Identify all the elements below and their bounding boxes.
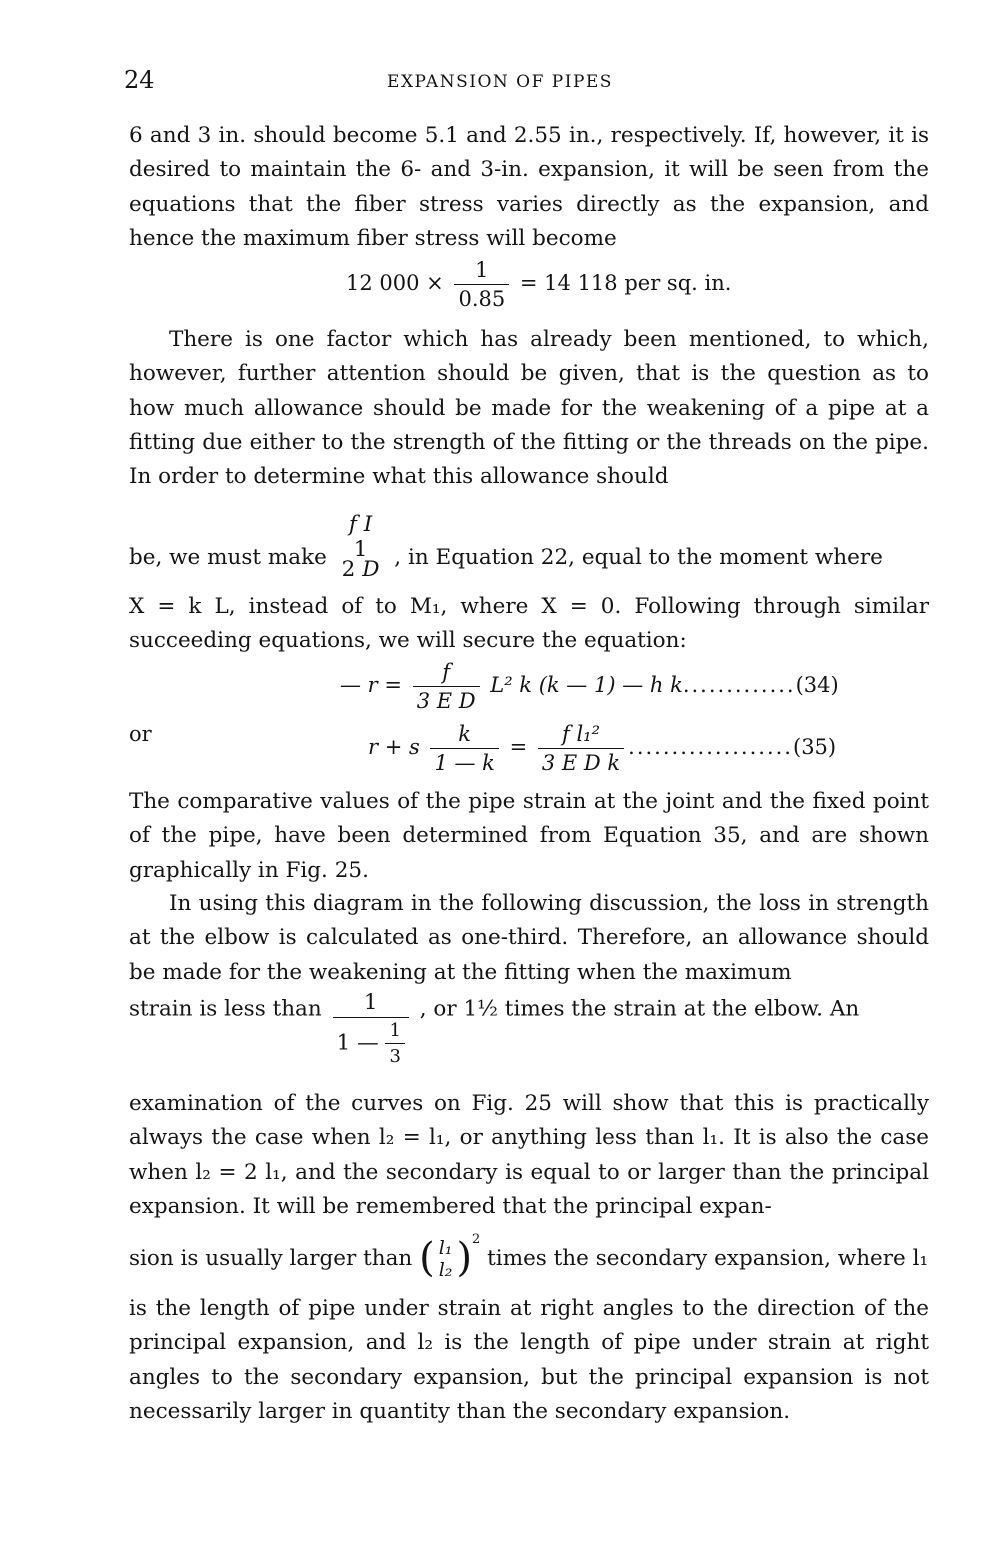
stress-equation [346,258,731,311]
moment-line-start: be, we must make [129,545,327,570]
equation-34 [340,660,839,713]
ratio-line-end: times the secondary expansion, where l₁ [487,1246,929,1271]
fi-numerator: f I [348,512,373,537]
moment-line-end: , in Equation 22, equal to the moment where [394,545,883,570]
eq35-denominator-1: 1 — k [430,748,498,775]
fi-denominator [338,539,384,581]
eq34-label: (34) [795,673,839,697]
paragraph-6: examination of the curves on Fig. 25 will show that this is practically always the case when l₂ = l₁, or anything less than l₁. It is also the case when l₂ = 2 l₁, and the secondary is equal to or larger than the principal expansion. It will be remembered that the principal expan- [129,1091,929,1219]
ratio-denominator: l₂ [438,1259,453,1281]
strain-line [129,990,929,1067]
ratio-fraction [435,1237,457,1281]
eq35-equals: = [509,735,528,759]
stress-right: = 14 118 per sq. in. [519,271,732,295]
running-title: EXPANSION OF PIPES [387,72,613,92]
fi-den-one: 1 [353,537,368,562]
third-inner-fraction [385,1020,404,1067]
third-inner-denominator: 3 [385,1043,404,1067]
strain-line-start: strain is less than [129,996,322,1022]
eq35-fraction-2 [538,722,624,775]
eq34-right: L² k (k — 1) — h k [490,673,683,697]
fi-den-half [342,559,380,581]
or-label: or [129,722,152,746]
stress-numerator: 1 [475,258,489,282]
ratio-line-start: sion is usually larger than [129,1246,413,1271]
equation-35 [368,722,836,775]
ratio-line [129,1232,929,1281]
paragraph-8: is the length of pipe under strain at right angles to the direction of the principal expansion, and l₂ is the length of pipe under strain at right angles to the secondary expansion, but the principal expansion is not necessarily larger in quantity than the secondary expansion. [129,1296,929,1424]
paragraph-1: 6 and 3 in. should become 5.1 and 2.55 in., respectively. If, however, it is desired to maintain the 6- and 3-in. expansion, it will be seen from the equations that the fiber stress varies directly as the expansion, and hence the maximum fiber stress will become [129,123,929,251]
eq34-numerator: f [442,660,451,684]
eq34-dots: ............. [682,673,796,697]
eq34-fraction [413,660,480,713]
paragraph-5: In using this diagram in the following discussion, the loss in strength at the elbow is calculated as one-third. Therefore, an allowance should be made for the weakening at the fitting when the maximum [129,891,929,985]
third-numerator: 1 [363,990,378,1015]
third-fraction [333,990,409,1067]
eq35-label: (35) [793,735,837,759]
fi-fraction [338,512,384,581]
stress-left: 12 000 × [346,271,444,295]
third-one-minus: 1 — [336,1030,379,1056]
fi-den-d: D [362,557,380,582]
eq35-fraction-1 [430,722,498,775]
moment-line [129,512,929,581]
eq34-left: — r = [340,673,402,697]
ratio-numerator: l₁ [438,1237,453,1259]
paragraph-4: The comparative values of the pipe strain at the joint and the fixed point of the pipe, have been determined from Equation 35, and are shown graphically in Fig. 25. [129,789,929,883]
paragraph-3: X = k L, instead of to M₁, where X = 0. Following through similar succeeding equations, we will secure the equation: [129,594,929,654]
left-paren: ( [419,1235,435,1281]
stress-denominator: 0.85 [454,284,509,311]
page-number: 24 [124,66,155,94]
right-paren: ) [456,1235,473,1281]
eq35-numerator-1: k [458,722,472,746]
fi-den-two: 2 [341,557,356,582]
eq34-denominator: 3 E D [413,686,480,713]
third-inner-numerator: 1 [389,1020,401,1041]
ratio-exponent: 2 [472,1232,481,1247]
stress-fraction [454,258,509,311]
eq35-denominator-2: 3 E D k [538,748,624,775]
strain-line-end: , or 1½ times the strain at the elbow. An [419,996,860,1022]
eq35-left: r + s [368,735,420,759]
eq35-dots: ................... [628,735,793,759]
paragraph-2: There is one factor which has already been mentioned, to which, however, further attention should be given, that is the question as to how much allowance should be made for the weakening of a pipe at a fitting due either to the strength of the fitting or the threads on the pipe. In order to determine what this allowance should [129,327,929,490]
eq35-numerator-2: f l₁² [562,722,601,746]
third-denominator [333,1017,409,1067]
